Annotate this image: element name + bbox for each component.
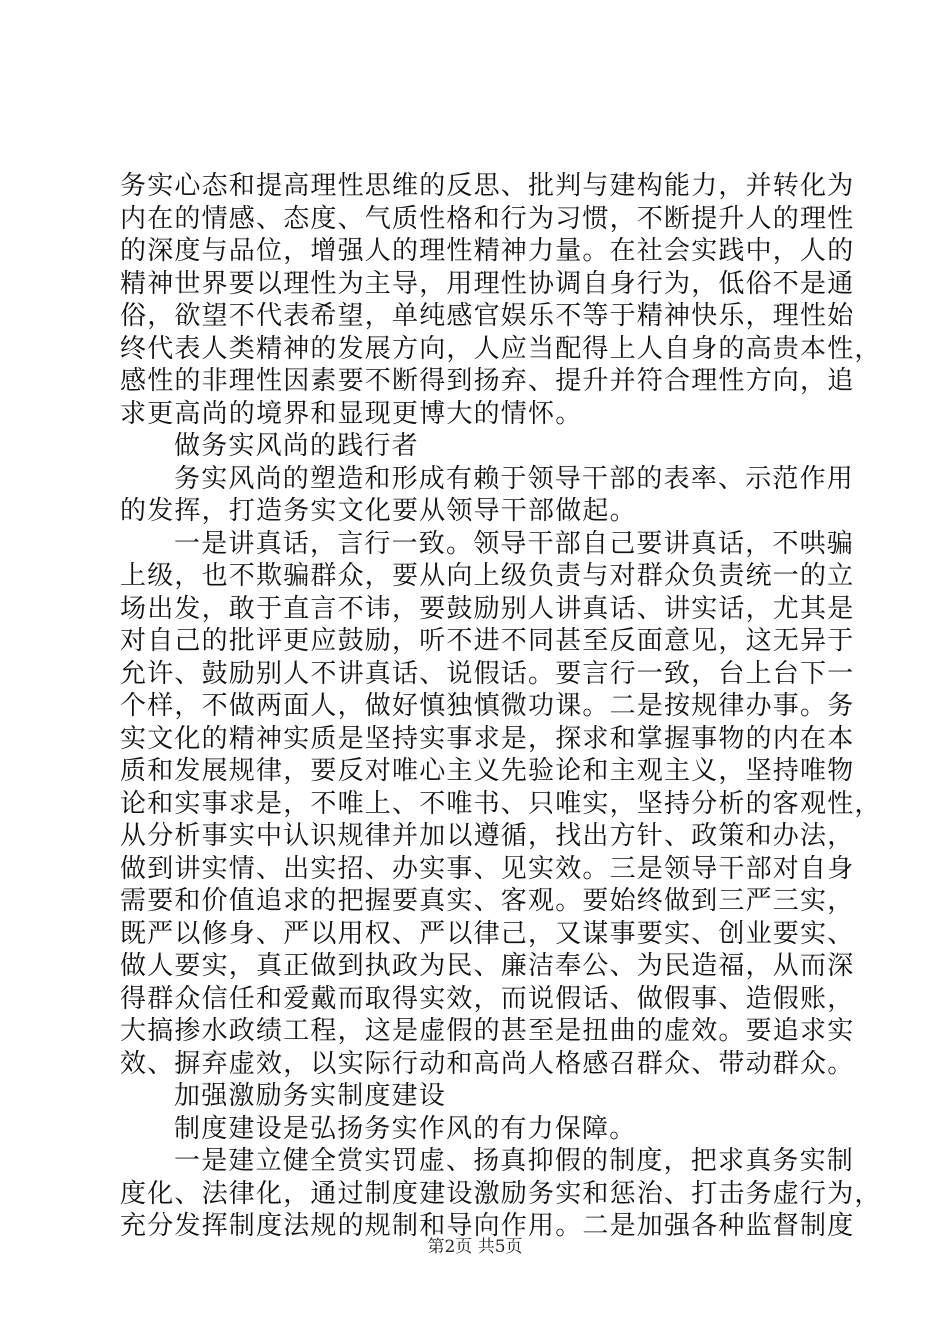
text-line: 需要和价值追求的把握要真实、客观。要始终做到三严三实， bbox=[120, 886, 855, 916]
text-line: 效、摒弃虚效，以实际行动和高尚人格感召群众、带动群众。 bbox=[120, 1048, 855, 1079]
text-line: 从分析事实中认识规律并加以遵循，找出方针、政策和办法， bbox=[120, 821, 855, 851]
text-line: 求更高尚的境界和显现更博大的情怀。 bbox=[120, 398, 583, 429]
text-line: 充分发挥制度法规的规制和导向作用。二是加强各种监督制度 bbox=[120, 1211, 855, 1241]
text-line: 内在的情感、态度、气质性格和行为习惯，不断提升人的理性 bbox=[120, 203, 855, 234]
section-heading: 加强激励务实制度建设 bbox=[174, 1081, 447, 1111]
text-line: 大搞掺水政绩工程，这是虚假的甚至是扭曲的虚效。要追求实 bbox=[120, 1016, 855, 1046]
text-line: 感性的非理性因素要不断得到扬弃、提升并符合理性方向，追 bbox=[120, 366, 855, 396]
text-line: 俗，欲望不代表希望，单纯感官娱乐不等于精神快乐，理性始 bbox=[120, 301, 855, 331]
paragraph-start: 务实风尚的塑造和形成有赖于领导干部的表率、示范作用 bbox=[174, 463, 855, 494]
text-line: 个样，不做两面人，做好慎独慎微功课。二是按规律办事。务 bbox=[120, 691, 855, 721]
section-heading: 做务实风尚的践行者 bbox=[174, 431, 419, 461]
text-line: 允许、鼓励别人不讲真话、说假话。要言行一致，台上台下一 bbox=[120, 658, 855, 689]
text-line: 的发挥，打造务实文化要从领导干部做起。 bbox=[120, 496, 637, 526]
text-line: 质和发展规律，要反对唯心主义先验论和主观主义，坚持唯物 bbox=[120, 756, 855, 786]
text-line: 论和实事求是，不唯上、不唯书、只唯实，坚持分析的客观性， bbox=[120, 788, 882, 819]
text-line: 上级，也不欺骗群众，要从向上级负责与对群众负责统一的立 bbox=[120, 561, 855, 591]
paragraph-start: 一是建立健全赏实罚虚、扬真抑假的制度，把求真务实制 bbox=[174, 1146, 855, 1176]
text-line: 场出发，敢于直言不讳，要鼓励别人讲真话、讲实话，尤其是 bbox=[120, 593, 855, 624]
text-line: 终代表人类精神的发展方向，人应当配得上人自身的高贵本性， bbox=[120, 333, 882, 364]
text-line: 得群众信任和爱戴而取得实效，而说假话、做假事、造假账， bbox=[120, 983, 855, 1014]
text-line: 的深度与品位，增强人的理性精神力量。在社会实践中，人的 bbox=[120, 236, 855, 266]
paragraph-start: 一是讲真话，言行一致。领导干部自己要讲真话，不哄骗 bbox=[174, 528, 855, 559]
text-line: 实文化的精神实质是坚持实事求是，探求和掌握事物的内在本 bbox=[120, 723, 855, 754]
text-line: 度化、法律化，通过制度建设激励务实和惩治、打击务虚行为， bbox=[120, 1178, 882, 1209]
paragraph-start: 制度建设是弘扬务实作风的有力保障。 bbox=[174, 1113, 637, 1144]
text-line: 做到讲实情、出实招、办实事、见实效。三是领导干部对自身 bbox=[120, 853, 855, 884]
text-line: 既严以修身、严以用权、严以律己，又谋事要实、创业要实、 bbox=[120, 918, 855, 949]
text-line: 精神世界要以理性为主导，用理性协调自身行为，低俗不是通 bbox=[120, 268, 855, 299]
page-number-footer: 第2页 共5页 bbox=[427, 1237, 523, 1257]
text-line: 对自己的批评更应鼓励，听不进不同甚至反面意见，这无异于 bbox=[120, 626, 855, 656]
text-line: 务实心态和提高理性思维的反思、批判与建构能力，并转化为 bbox=[120, 171, 855, 201]
document-body bbox=[120, 170, 882, 1243]
text-line: 做人要实，真正做到执政为民、廉洁奉公、为民造福，从而深 bbox=[120, 951, 855, 981]
